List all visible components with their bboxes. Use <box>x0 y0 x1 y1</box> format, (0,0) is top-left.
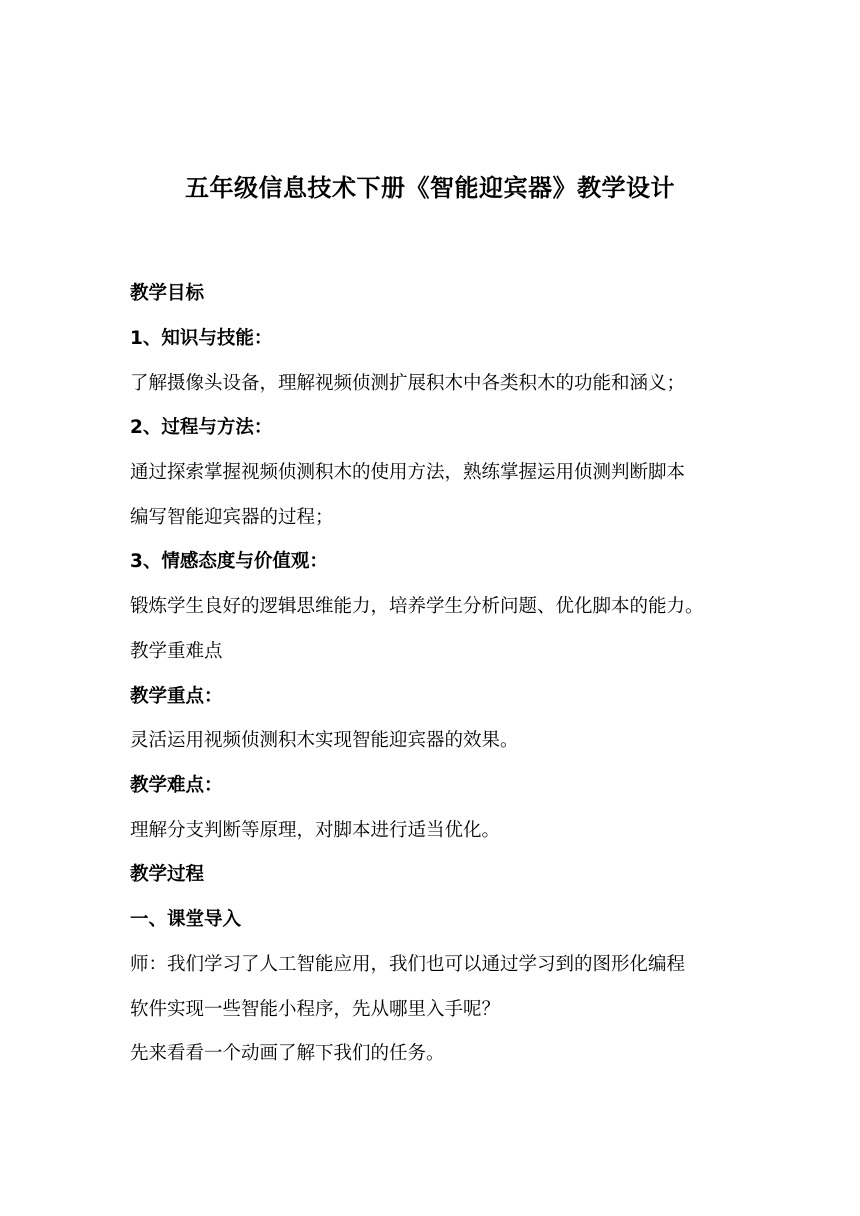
paragraph-line: 师：我们学习了人工智能应用，我们也可以通过学习到的图形化编程 <box>130 954 686 975</box>
paragraph-line: 软件实现一些智能小程序，先从哪里入手呢？ <box>130 999 501 1020</box>
heading-teaching-objectives: 教学目标 <box>130 283 205 304</box>
heading-teaching-process: 教学过程 <box>130 864 205 885</box>
paragraph-line: 编写智能迎宾器的过程； <box>130 507 334 528</box>
paragraph-line: 灵活运用视频侦测积木实现智能迎宾器的效果。 <box>130 730 519 751</box>
paragraph-line: 理解分支判断等原理，对脚本进行适当优化。 <box>130 820 501 841</box>
subheading-process-methods: 2、过程与方法： <box>130 417 273 438</box>
subheading-key-points: 教学重点： <box>130 686 223 707</box>
heading-key-difficult-points: 教学重难点 <box>130 641 223 662</box>
paragraph-line: 先来看看一个动画了解下我们的任务。 <box>130 1043 445 1064</box>
subheading-knowledge-skills: 1、知识与技能： <box>130 328 273 349</box>
paragraph-line: 锻炼学生良好的逻辑思维能力，培养学生分析问题、优化脚本的能力。 <box>130 596 704 617</box>
subheading-difficult-points: 教学难点： <box>130 775 223 796</box>
paragraph-line: 了解摄像头设备，理解视频侦测扩展积木中各类积木的功能和涵义； <box>130 373 686 394</box>
subheading-emotion-values: 3、情感态度与价值观： <box>130 551 328 572</box>
document-title: 五年级信息技术下册《智能迎宾器》教学设计 <box>185 174 675 202</box>
subheading-class-introduction: 一、课堂导入 <box>130 909 242 930</box>
paragraph-line: 通过探索掌握视频侦测积木的使用方法，熟练掌握运用侦测判断脚本 <box>130 462 686 483</box>
